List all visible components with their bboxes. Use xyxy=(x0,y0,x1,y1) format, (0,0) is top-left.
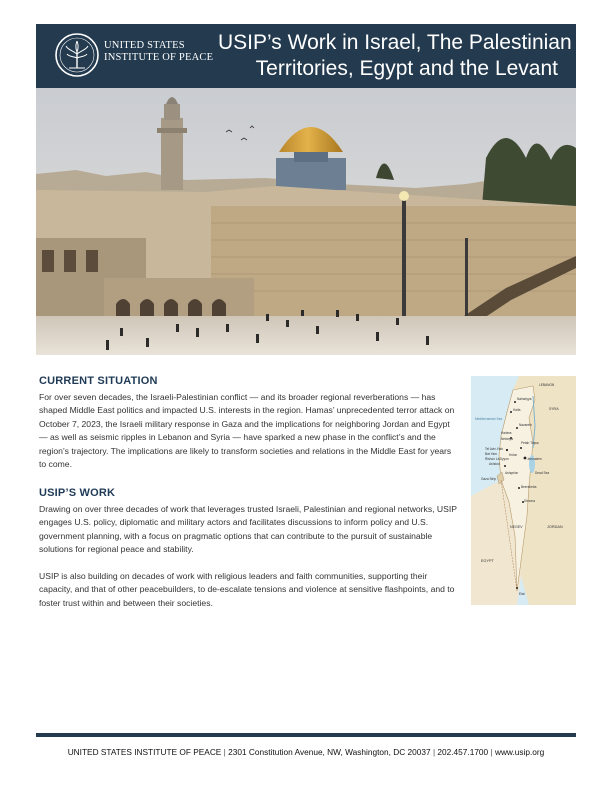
map-label-egypt: EGYPT xyxy=(481,559,494,563)
org-name-line1: UNITED STATES xyxy=(104,40,185,51)
israel-map xyxy=(471,376,576,605)
map-label-negev: NEGEV xyxy=(510,525,523,529)
map-label-syria: SYRIA xyxy=(549,407,559,411)
header-banner xyxy=(36,24,576,88)
usip-logo-icon xyxy=(54,32,100,78)
title-line1: USIP’s Work in Israel, The Palestinian xyxy=(218,31,572,54)
map-label-dimona: Dimona xyxy=(524,499,535,503)
map-label-gaza: Gaza Strip xyxy=(481,477,497,481)
current-situation-heading: CURRENT SITUATION xyxy=(39,375,158,387)
map-label-hadera: Hadera xyxy=(501,431,512,435)
footer-org: UNITED STATES INSTITUTE OF PEACE xyxy=(67,747,222,757)
map-label-ashdod: Ashdod xyxy=(489,462,500,466)
map-label-nazareth: Nazareth xyxy=(519,423,532,427)
map-label-lebanon: LEBANON xyxy=(539,383,555,387)
current-situation-body: For over seven decades, the Israeli-Palestinian conflict — and its broader regional reverberations — has shaped Middle East politics and impacted U.S. interests in the region. Hamas’ unprecedented terror attack on October 7, 2023, the Israeli military response in Gaza and the implications for neighboring Jordan and Egypt — as well as seismic ripples in Lebanon and Syria — have sparked a new phase in the conflict’s and the region’s trajectory. The implications are likely to transform societies and relations in the Middle East for years to come. xyxy=(39,392,455,470)
map-label-sea: Mediterranean Sea xyxy=(475,417,503,421)
map-label-nahariyya: Nahariyya xyxy=(517,397,532,401)
footer-phone: 202.457.1700 xyxy=(437,747,489,757)
usips-work-body-1: Drawing on over three decades of work that leverages trusted Israeli, Palestinian and regional networks, USIP engages U.S. policy, diplomatic and military actors and facilitates discussions to inform policy and U.S. government planning, with a focus on pragmatic options that can contribute to the pursuit of sustainable solutions for regional peace and stability. xyxy=(39,504,457,555)
usips-work-body-2: USIP is also building on decades of work with religious leaders and faith communities, supporting their capacity, and that of other peacebuilders, to de-escalate tensions and violence at sensitive flashpoints, and to foster trust within and between their societies. xyxy=(39,571,455,608)
footer xyxy=(36,747,576,757)
footer-separator: | xyxy=(432,747,436,757)
map-label-bat-yam: Bat Yam xyxy=(485,452,497,456)
map-label-beersheba: Beersheba xyxy=(521,485,537,489)
map-label-dead-sea: Dead Sea xyxy=(535,471,550,475)
title-line2: Territories, Egypt and the Levant xyxy=(255,57,558,80)
map-label-petah-tiqva: Petah Tiqwa xyxy=(521,441,539,445)
map-label-holon: Holon xyxy=(509,453,518,457)
usips-work-heading: USIP’S WORK xyxy=(39,487,116,499)
map-label-rishon: Rishon LeZiyyon xyxy=(485,457,509,461)
footer-website[interactable]: www.usip.org xyxy=(494,747,545,757)
footer-address: 2301 Constitution Avenue, NW, Washington, DC 20037 xyxy=(228,747,431,757)
map-label-elat: Elat xyxy=(519,592,525,596)
footer-rule xyxy=(36,733,576,737)
map-label-tel-aviv: Tel Aviv-Yafo xyxy=(485,447,504,451)
footer-separator: | xyxy=(490,747,493,757)
map-label-ashqelon: Ashqelon xyxy=(505,471,519,475)
page-title xyxy=(218,30,572,82)
org-name-line2: INSTITUTE OF PEACE xyxy=(104,52,214,63)
map-label-netanya: Netanya xyxy=(501,437,513,441)
jerusalem-photo xyxy=(36,88,576,355)
footer-separator: | xyxy=(223,747,226,757)
map-label-jerusalem: Jerusalem xyxy=(527,457,542,461)
map-label-jordan: JORDAN xyxy=(547,525,563,529)
map-label-haifa: Haifa xyxy=(513,408,521,412)
